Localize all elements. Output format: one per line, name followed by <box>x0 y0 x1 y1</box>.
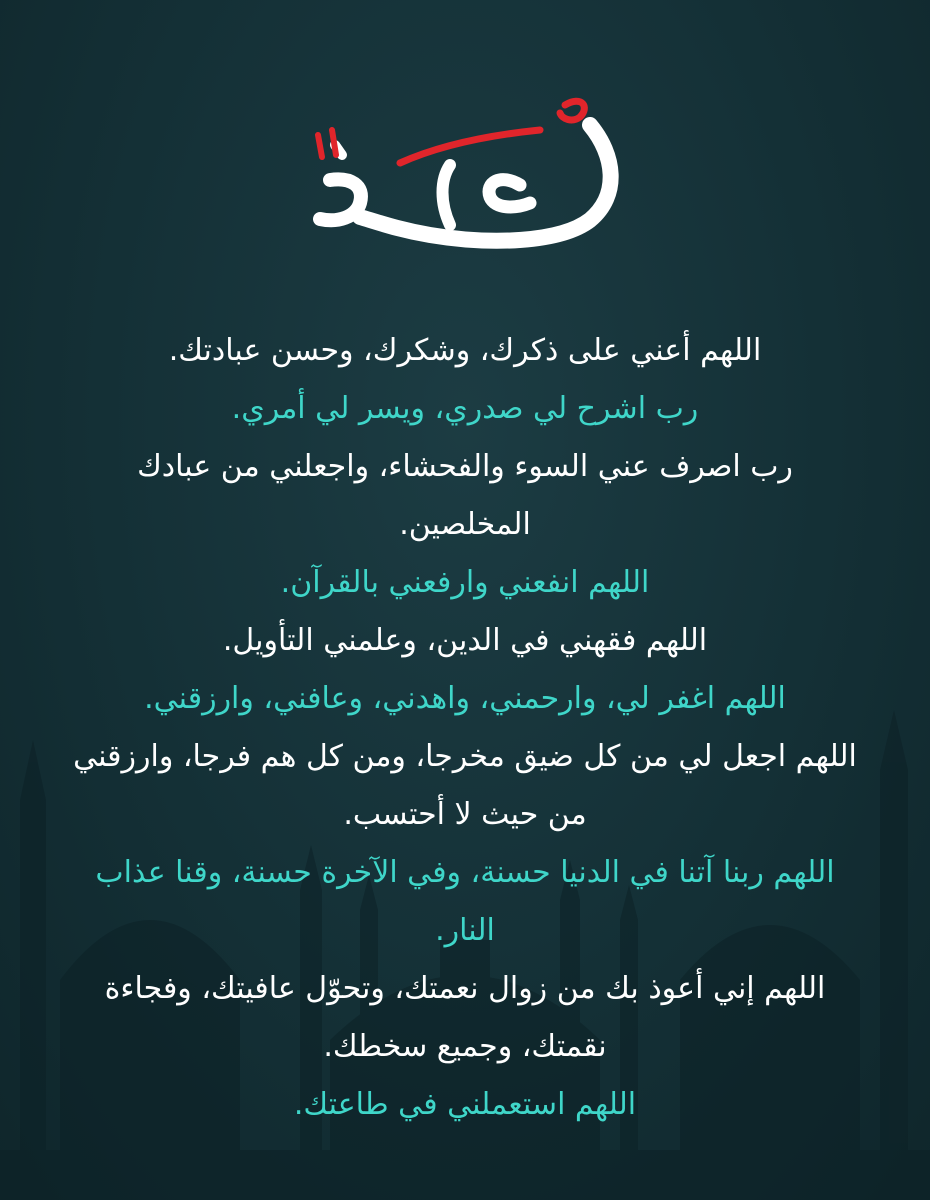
prayer-line-5: اللهم فقهني في الدين، وعلمني التأويل. <box>222 623 708 658</box>
title-calligraphy-icon <box>290 85 640 250</box>
prayer-list <box>70 322 860 1134</box>
prayer-line-9: اللهم إني أعوذ بك من زوال نعمتك، وتحوّل عافيتك، وفجاءة نقمتك، وجميع سخطك. <box>104 971 826 1064</box>
prayer-line-1: اللهم أعني على ذكرك، وشكرك، وحسن عبادتك. <box>168 333 762 368</box>
prayer-line-2: رب اشرح لي صدري، ويسر لي أمري. <box>231 391 699 426</box>
prayer-line-6: اللهم اغفر لي، وارحمني، واهدني، وعافني، وارزقني. <box>144 681 786 716</box>
prayer-line-10: اللهم استعملني في طاعتك. <box>293 1087 637 1122</box>
prayer-line-4: اللهم انفعني وارفعني بالقرآن. <box>280 565 650 600</box>
prayer-line-8: اللهم ربنا آتنا في الدنيا حسنة، وفي الآخرة حسنة، وقنا عذاب النار. <box>95 855 835 948</box>
prayer-line-3: رب اصرف عني السوء والفحشاء، واجعلني من عبادك المخلصين. <box>137 449 793 542</box>
prayer-line-7: اللهم اجعل لي من كل ضيق مخرجا، ومن كل هم فرجا، وارزقني من حيث لا أحتسب. <box>73 739 857 832</box>
